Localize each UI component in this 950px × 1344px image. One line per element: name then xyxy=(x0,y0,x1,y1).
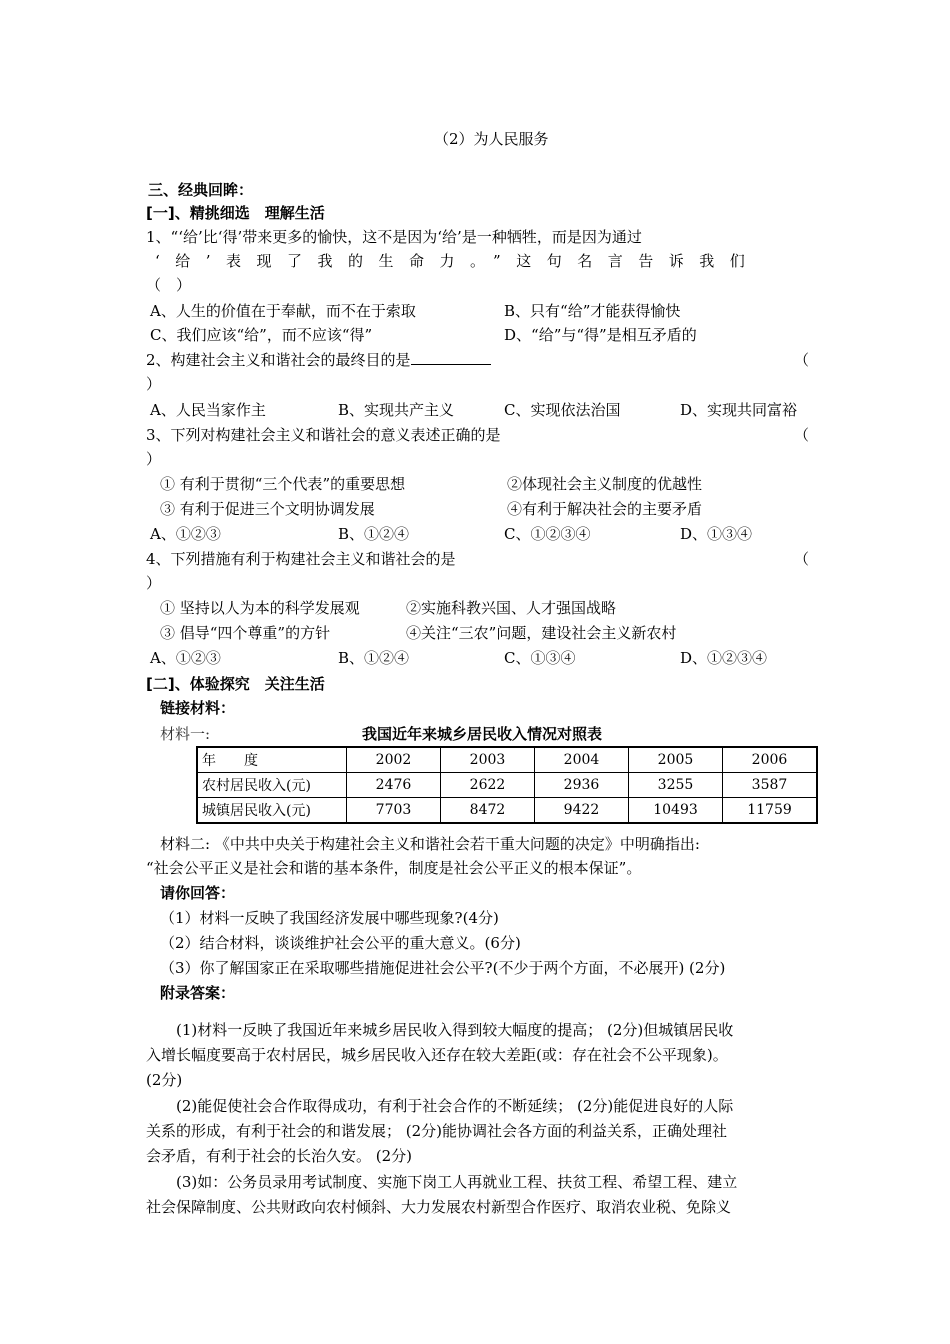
table-year-cell: 2005 xyxy=(629,747,723,773)
table-cell: 7703 xyxy=(347,798,441,824)
q4-item-1: ① 坚持以人为本的科学发展观 xyxy=(160,599,360,617)
q1-stem-line1: 1、“‘给’比‘得’带来更多的愉快，这不是因为‘给’是一种牺牲，而是因为通过 xyxy=(146,228,642,246)
part1-title: [一]、精挑细选 理解生活 xyxy=(146,204,325,222)
q2-bracket-open: （ xyxy=(794,351,810,369)
q1-option-d: D、“给”与“得”是相互矛盾的 xyxy=(504,326,697,344)
q3-option-a: A、①②③ xyxy=(150,525,221,543)
link-material-label: 链接材料： xyxy=(160,699,236,717)
q4-option-c: C、①③④ xyxy=(504,649,576,667)
answer-line: (3)如：公务员录用考试制度、实施下岗工人再就业工程、扶贫工程、希望工程、建立 xyxy=(176,1173,738,1191)
table-header-row xyxy=(197,747,817,773)
q1-stem-line2: ‘给’表现了我的生命力。”这句名言告诉我们 xyxy=(155,252,761,270)
table-cell: 2622 xyxy=(441,773,535,798)
q4-bracket-close: ） xyxy=(146,574,162,592)
q3-option-c: C、①②③④ xyxy=(504,525,591,543)
answer-line: (2分) xyxy=(146,1071,183,1089)
answer-line: 关系的形成，有利于社会的和谐发展； (2分)能协调社会各方面的利益关系，正确处理社 xyxy=(146,1122,728,1140)
answer-line: (2)能促使社会合作取得成功，有利于社会合作的不断延续； (2分)能促进良好的人际 xyxy=(176,1097,734,1115)
question-1: （1）材料一反映了我国经济发展中哪些现象?(4分) xyxy=(160,909,499,927)
q1-answer-bracket: （ ） xyxy=(146,276,192,294)
q3-stem: 3、下列对构建社会主义和谐社会的意义表述正确的是 xyxy=(146,426,501,444)
material2-line1: 材料二: 《中共中央关于构建社会主义和谐社会若干重大问题的决定》中明确指出: xyxy=(160,835,700,853)
table-year-cell: 2002 xyxy=(347,747,441,773)
table-cell: 3587 xyxy=(723,773,818,798)
q3-item-4: ④有利于解决社会的主要矛盾 xyxy=(507,500,703,518)
table-cell: 10493 xyxy=(629,798,723,824)
q2-option-b: B、实现共产主义 xyxy=(338,401,455,419)
q3-item-2: ②体现社会主义制度的优越性 xyxy=(507,475,703,493)
section-title: 三、经典回眸： xyxy=(148,181,254,199)
question-3: （3）你了解国家正在采取哪些措施促进社会公平?(不少于两个方面，不必展开) (2分) xyxy=(160,959,726,977)
table-cell: 3255 xyxy=(629,773,723,798)
q2-stem-text: 2、构建社会主义和谐社会的最终目的是 xyxy=(146,351,411,369)
table-cell: 9422 xyxy=(535,798,629,824)
material1-label: 材料一: xyxy=(160,725,211,743)
q2-answer-blank xyxy=(411,350,491,365)
page-heading: （2）为人民服务 xyxy=(434,130,549,148)
q2-option-c: C、实现依法治国 xyxy=(504,401,621,419)
q3-item-3: ③ 有利于促进三个文明协调发展 xyxy=(160,500,375,518)
q3-option-b: B、①②④ xyxy=(338,525,410,543)
answer-line: 入增长幅度要高于农村居民，城乡居民收入还存在较大差距(或：存在社会不公平现象)。 xyxy=(146,1046,728,1064)
answer-line: (1)材料一反映了我国近年来城乡居民收入得到较大幅度的提高； (2分)但城镇居民收 xyxy=(176,1021,734,1039)
material2-line2: “社会公平正义是社会和谐的基本条件，制度是社会公平正义的根本保证”。 xyxy=(146,859,642,877)
q1-option-a: A、人生的价值在于奉献，而不在于索取 xyxy=(150,302,416,320)
q2-stem xyxy=(146,350,491,370)
table-year-cell: 2004 xyxy=(535,747,629,773)
q4-item-3: ③ 倡导“四个尊重”的方针 xyxy=(160,624,331,642)
table-year-cell: 2006 xyxy=(723,747,818,773)
table-row xyxy=(197,773,817,798)
answer-line: 社会保障制度、公共财政向农村倾斜、大力发展农村新型合作医疗、取消农业税、免除义 xyxy=(146,1198,732,1216)
q1-option-c: C、我们应该“给”，而不应该“得” xyxy=(150,326,373,344)
q4-option-a: A、①②③ xyxy=(150,649,221,667)
q2-option-a: A、人民当家作主 xyxy=(150,401,266,419)
table-cell: 2476 xyxy=(347,773,441,798)
table-year-cell: 2003 xyxy=(441,747,535,773)
appendix-title: 附录答案： xyxy=(160,984,236,1002)
q4-bracket-open: （ xyxy=(794,550,810,568)
q2-option-d: D、实现共同富裕 xyxy=(680,401,798,419)
answer-line: 会矛盾，有利于社会的长治久安。 (2分) xyxy=(146,1147,413,1165)
q4-option-b: B、①②④ xyxy=(338,649,410,667)
q2-bracket-close: ） xyxy=(146,375,162,393)
answer-prompt: 请你回答： xyxy=(160,884,236,902)
q3-option-d: D、①③④ xyxy=(680,525,753,543)
table-header-label: 年 度 xyxy=(197,747,347,773)
table-row-label: 城镇居民收入(元) xyxy=(197,798,347,824)
table-cell: 8472 xyxy=(441,798,535,824)
part2-title: [二]、体验探究 关注生活 xyxy=(146,675,325,693)
table-row-label: 农村居民收入(元) xyxy=(197,773,347,798)
q3-bracket-open: （ xyxy=(794,426,810,444)
q1-option-b: B、只有“给”才能获得愉快 xyxy=(504,302,681,320)
table-row xyxy=(197,798,817,824)
q4-item-2: ②实施科教兴国、人才强国战略 xyxy=(406,599,617,617)
q4-item-4: ④关注“三农”问题，建设社会主义新农村 xyxy=(406,624,677,642)
table-cell: 11759 xyxy=(723,798,818,824)
income-table xyxy=(196,746,818,824)
q4-stem: 4、下列措施有利于构建社会主义和谐社会的是 xyxy=(146,550,456,568)
q4-option-d: D、①②③④ xyxy=(680,649,768,667)
table-cell: 2936 xyxy=(535,773,629,798)
table-title: 我国近年来城乡居民收入情况对照表 xyxy=(362,725,603,743)
q3-bracket-close: ） xyxy=(146,450,162,468)
q3-item-1: ① 有利于贯彻“三个代表”的重要思想 xyxy=(160,475,406,493)
question-2: （2）结合材料，谈谈维护社会公平的重大意义。(6分) xyxy=(160,934,521,952)
